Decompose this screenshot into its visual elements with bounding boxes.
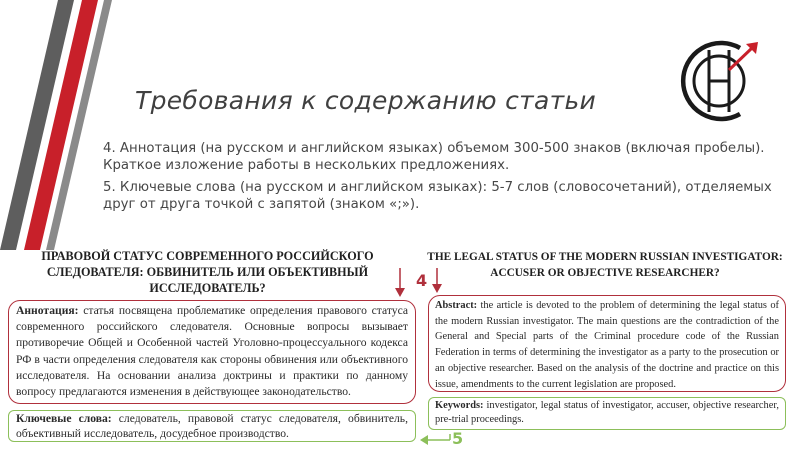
marker-keywords: 5 (452, 429, 464, 448)
marker-abstract: 4 (416, 271, 428, 290)
ru-article-heading: ПРАВОВОЙ СТАТУС СОВРЕМЕННОГО РОССИЙСКОГО СЛЕДОВАТЕЛЯ: ОБВИНИТЕЛЬ ИЛИ ОБЪЕКТИВНЫЙ ИССЛЕДОВАТЕЛЬ? (41, 249, 374, 295)
en-article-heading: THE LEGAL STATUS OF THE MODERN RUSSIAN INVESTIGATOR: ACCUSER OR OBJECTIVE RESEARCHER? (427, 251, 783, 279)
ru-keywords-label: Ключевые слова: (16, 412, 112, 425)
cn-logo-icon (668, 30, 770, 132)
requirements-text (103, 140, 783, 218)
arrow-down-icon (395, 268, 405, 297)
en-abstract-text: the article is devoted to the problem of determining the legal status of the modern Russian investigator. The main questions are the contradiction of the General and Special parts of the Criminal procedure code of the Russian Federation in terms of determining the investigator as a party to the prosecution or an objective researcher. Based on the analysis of the doctrine and practice on this issue, amendments to the current legislation are proposed. (435, 300, 779, 390)
en-keywords-label: Keywords: (435, 400, 484, 411)
decorative-stripes (0, 0, 120, 250)
requirement-abstract: 4. Аннотация (на русском и английском языках) объемом 300-500 знаков (включая пробелы). Краткое изложение работы в нескольких предложениях. (103, 141, 765, 173)
en-keywords-box (428, 397, 786, 430)
en-keywords-text: investigator, legal status of investigator, accuser, objective researcher, pre-trial proceedings. (435, 400, 779, 425)
ru-keywords-box (8, 410, 416, 442)
ru-abstract-box (8, 300, 416, 404)
requirement-keywords: 5. Ключевые слова (на русском и английском языках): 5-7 слов (словосочетаний), отделяемых друг от друга точкой с запятой (знаком «;»). (103, 180, 772, 212)
arrow-left-icon (420, 435, 450, 445)
en-abstract-box (428, 295, 786, 392)
ru-abstract-text: статья посвящена проблематике определения правового статуса современного российского следователя. Основные вопросы вызывает противоречие Общей и Особенной частей Уголовно-процессуального кодекса РФ в части определения следователя как стороны обвинения или объективного исследователя. На основании анализа доктрины и практики по данному вопросу предлагаются изменения в действующее законодательство. (16, 304, 408, 399)
en-abstract-label: Abstract: (435, 300, 478, 311)
ru-keywords-text: следователь, правовой статус следователя, обвинитель, объективный исследователь, досудебное производство. (16, 412, 408, 440)
ru-abstract-label: Аннотация: (16, 304, 79, 317)
slide-title: Требования к содержанию статьи (135, 86, 597, 115)
